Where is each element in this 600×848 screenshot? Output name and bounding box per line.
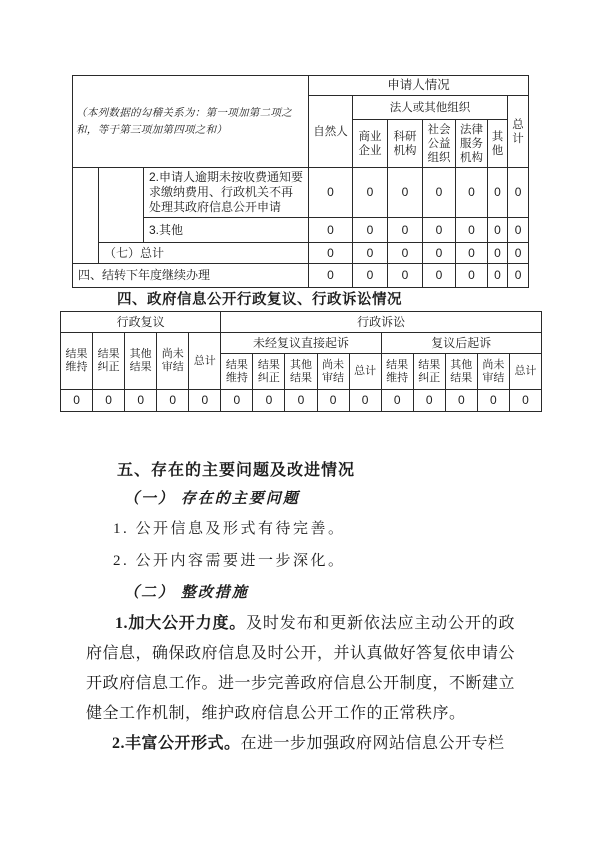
cell-value: 0: [423, 218, 456, 243]
column-header: 社会公益组织: [423, 120, 456, 168]
cell-value: 0: [388, 264, 423, 288]
table-row: [61, 333, 542, 354]
column-header: 尚未审结: [477, 354, 509, 390]
column-header: 结果纠正: [253, 354, 285, 390]
cell-value: 0: [61, 390, 93, 412]
cell-value: 0: [309, 168, 353, 218]
cell-value: 0: [353, 168, 388, 218]
cell-value: 0: [508, 168, 529, 218]
paragraph-body: 及时发布和更新依法应主动公开的政府信息，确保政府信息及时公开，并认真做好答复依申请公开政府信息工作。进一步完善政府信息公开制度，不断建立健全工作机制，维护政府信息公开工作的正常秩序。: [86, 615, 516, 722]
column-header: 其他结果: [285, 354, 317, 390]
cell-value: 0: [509, 390, 541, 412]
row-label: 2.申请人逾期未按收费通知要求缴纳费用、行政机关不再处理其政府信息公开申请: [144, 168, 309, 218]
column-header: 结果纠正: [93, 333, 125, 390]
cell-value: 0: [381, 390, 413, 412]
cell-value: 0: [456, 264, 488, 288]
paragraph-lead: 2.丰富公开形式。: [112, 735, 241, 752]
cell-value: 0: [353, 264, 388, 288]
cell-value: 0: [353, 218, 388, 243]
cell-value: 0: [488, 168, 508, 218]
cell-value: 0: [456, 243, 488, 264]
section5-title: 五、存在的主要问题及改进情况: [117, 462, 356, 479]
measure-paragraph: [86, 729, 515, 759]
cell-value: 0: [423, 168, 456, 218]
column-header: 结果纠正: [413, 354, 445, 390]
cell-value: 0: [456, 218, 488, 243]
table-row: [73, 243, 529, 264]
litigation-group-header: 行政诉讼: [221, 312, 542, 333]
org-group-header: 法人或其他组织: [353, 96, 508, 120]
after-review-suit-group-header: 复议后起诉: [381, 333, 541, 354]
empty-cell: [99, 168, 144, 243]
cell-value: 0: [157, 390, 189, 412]
measures-paragraphs: [86, 609, 515, 759]
cell-value: 0: [353, 243, 388, 264]
paragraph-lead: 1.加大公开力度。: [115, 615, 247, 632]
paragraph-body: 在进一步加强政府网站信息公开专栏: [240, 735, 505, 752]
applicant-group-header: 申请人情况: [309, 76, 529, 96]
row-label: 四、结转下年度继续办理: [73, 264, 309, 288]
cell-value: 0: [309, 264, 353, 288]
measure-paragraph: [86, 609, 515, 729]
row-label: （七）总计: [99, 243, 309, 264]
column-header: 其他: [488, 120, 508, 168]
review-group-header: 行政复议: [61, 312, 221, 333]
column-header: 总计: [349, 354, 381, 390]
column-header: 其他结果: [125, 333, 157, 390]
section5-subtitle-measures: （二） 整改措施: [124, 585, 249, 601]
cell-value: 0: [488, 218, 508, 243]
cell-value: 0: [309, 218, 353, 243]
applicant-statistics-table: [72, 75, 529, 288]
problem-item: 2. 公开内容需要进一步深化。: [113, 553, 346, 569]
empty-cell: [73, 168, 99, 264]
cell-value: 0: [253, 390, 285, 412]
column-header: 总计: [189, 333, 221, 390]
row-label: 3.其他: [144, 218, 309, 243]
cell-value: 0: [93, 390, 125, 412]
cell-value: 0: [477, 390, 509, 412]
cell-value: 0: [488, 264, 508, 288]
table-row: [73, 76, 529, 96]
problem-item: 1. 公开信息及形式有待完善。: [113, 521, 346, 537]
cell-value: 0: [221, 390, 253, 412]
cell-value: 0: [413, 390, 445, 412]
table-row: [61, 312, 542, 333]
column-header: 其他结果: [445, 354, 477, 390]
column-header: 结果维持: [61, 333, 93, 390]
cell-value: 0: [488, 243, 508, 264]
column-header: 科研机构: [388, 120, 423, 168]
cell-value: 0: [388, 168, 423, 218]
column-header: 总计: [509, 354, 541, 390]
section4-title: 四、政府信息公开行政复议、行政诉讼情况: [117, 292, 402, 308]
cell-value: 0: [388, 218, 423, 243]
cell-value: 0: [423, 243, 456, 264]
cell-value: 0: [189, 390, 221, 412]
cell-value: 0: [125, 390, 157, 412]
cell-value: 0: [508, 243, 529, 264]
column-header: 商业企业: [353, 120, 388, 168]
cell-value: 0: [388, 243, 423, 264]
review-litigation-table: [60, 311, 542, 412]
cell-value: 0: [349, 390, 381, 412]
cell-value: 0: [423, 264, 456, 288]
column-header: 结果维持: [221, 354, 253, 390]
cell-value: 0: [508, 264, 529, 288]
natural-person-header: 自然人: [309, 96, 353, 168]
section5-subtitle-problems: （一） 存在的主要问题: [124, 491, 300, 507]
cell-value: 0: [508, 218, 529, 243]
column-header: 尚未审结: [317, 354, 349, 390]
table-row: [61, 390, 542, 412]
reconciliation-note: （本列数据的勾稽关系为：第一项加第二项之和，等于第三项加第四项之和）: [73, 76, 309, 168]
column-header: 法律服务机构: [456, 120, 488, 168]
total-header: 总计: [508, 96, 529, 168]
table-row: [73, 264, 529, 288]
cell-value: 0: [285, 390, 317, 412]
cell-value: 0: [317, 390, 349, 412]
cell-value: 0: [445, 390, 477, 412]
table-row: [73, 168, 529, 218]
column-header: 结果维持: [381, 354, 413, 390]
cell-value: 0: [456, 168, 488, 218]
direct-suit-group-header: 未经复议直接起诉: [221, 333, 381, 354]
column-header: 尚未审结: [157, 333, 189, 390]
cell-value: 0: [309, 243, 353, 264]
